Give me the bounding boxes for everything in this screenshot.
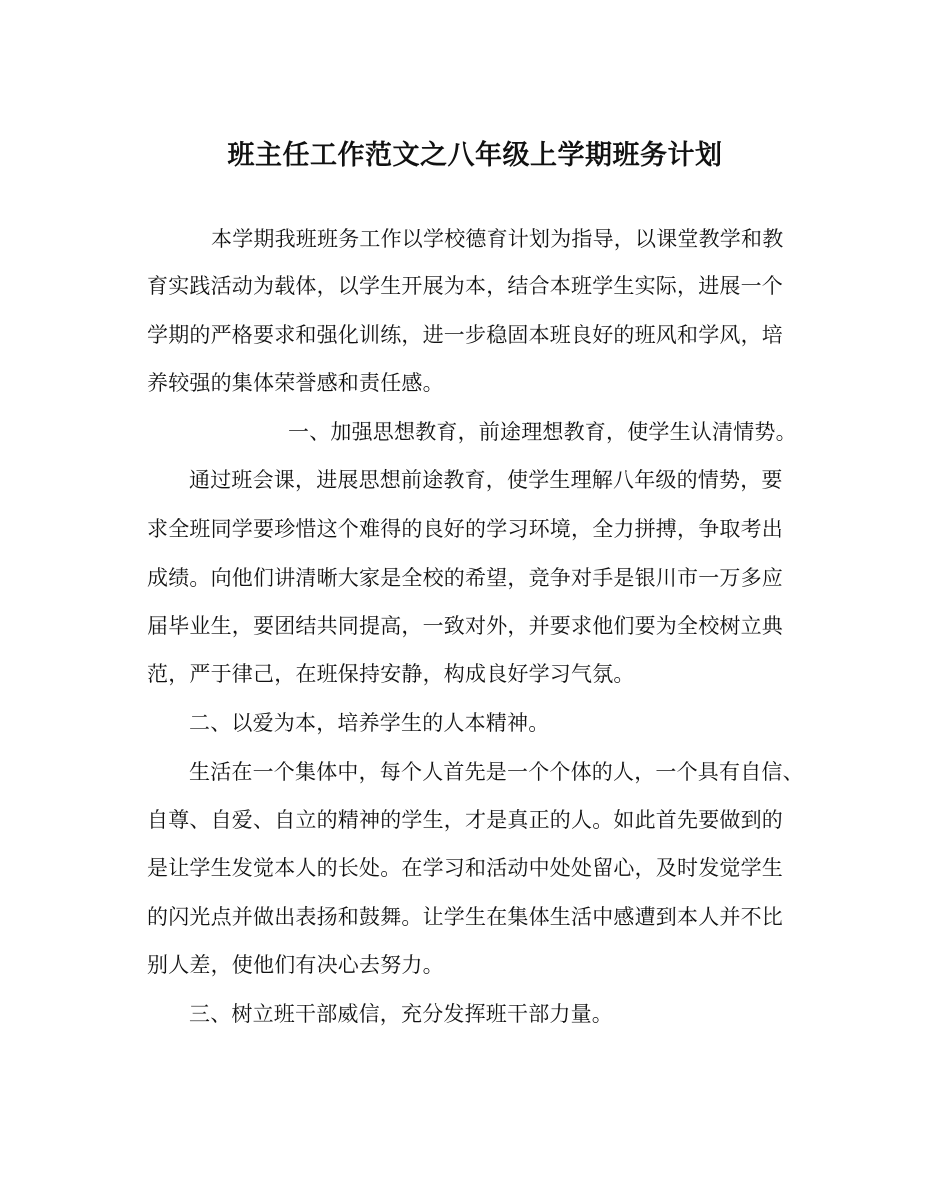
- paragraph-line: 成绩。向他们讲清晰大家是全校的希望，竞争对手是银川市一万多应: [147, 566, 783, 590]
- paragraph-line: 本学期我班班务工作以学校德育计划为指导，以课堂教学和教: [211, 227, 784, 251]
- paragraph-line: 是让学生发觉本人的长处。在学习和活动中处处留心，及时发觉学生: [147, 856, 783, 880]
- paragraph-line: 的闪光点并做出表扬和鼓舞。让学生在集体生活中感遭到本人并不比: [147, 905, 783, 929]
- paragraph-line: 养较强的集体荣誉感和责任感。: [147, 371, 444, 395]
- paragraph-line: 范，严于律己，在班保持安静，构成良好学习气氛。: [147, 662, 635, 686]
- paragraph-line: 通过班会课，进展思想前途教育，使学生理解八年级的情势，要: [189, 468, 783, 492]
- section-heading: 三、树立班干部威信，充分发挥班干部力量。: [189, 1002, 613, 1026]
- paragraph-line: 生活在一个集体中，每个人首先是一个个体的人，一个具有自信、: [189, 760, 804, 784]
- paragraph-line: 求全班同学要珍惜这个难得的良好的学习环境，全力拼搏，争取考出: [147, 517, 783, 541]
- paragraph-line: 届毕业生，要团结共同提高，一致对外，并要求他们要为全校树立典: [147, 614, 783, 638]
- paragraph-line: 别人差，使他们有决心去努力。: [147, 953, 444, 977]
- paragraph-line: 育实践活动为载体，以学生开展为本，结合本班学生实际，进展一个: [147, 274, 783, 298]
- section-heading: 二、以爱为本，培养学生的人本精神。: [189, 711, 550, 735]
- document-title: 班主任工作范文之八年级上学期班务计划: [227, 140, 723, 171]
- section-heading: 一、加强思想教育，前途理想教育，使学生认清情势。: [288, 420, 797, 444]
- paragraph-line: 学期的严格要求和强化训练，进一步稳固本班良好的班风和学风，培: [147, 323, 783, 347]
- paragraph-line: 自尊、自爱、自立的精神的学生，才是真正的人。如此首先要做到的: [147, 808, 783, 832]
